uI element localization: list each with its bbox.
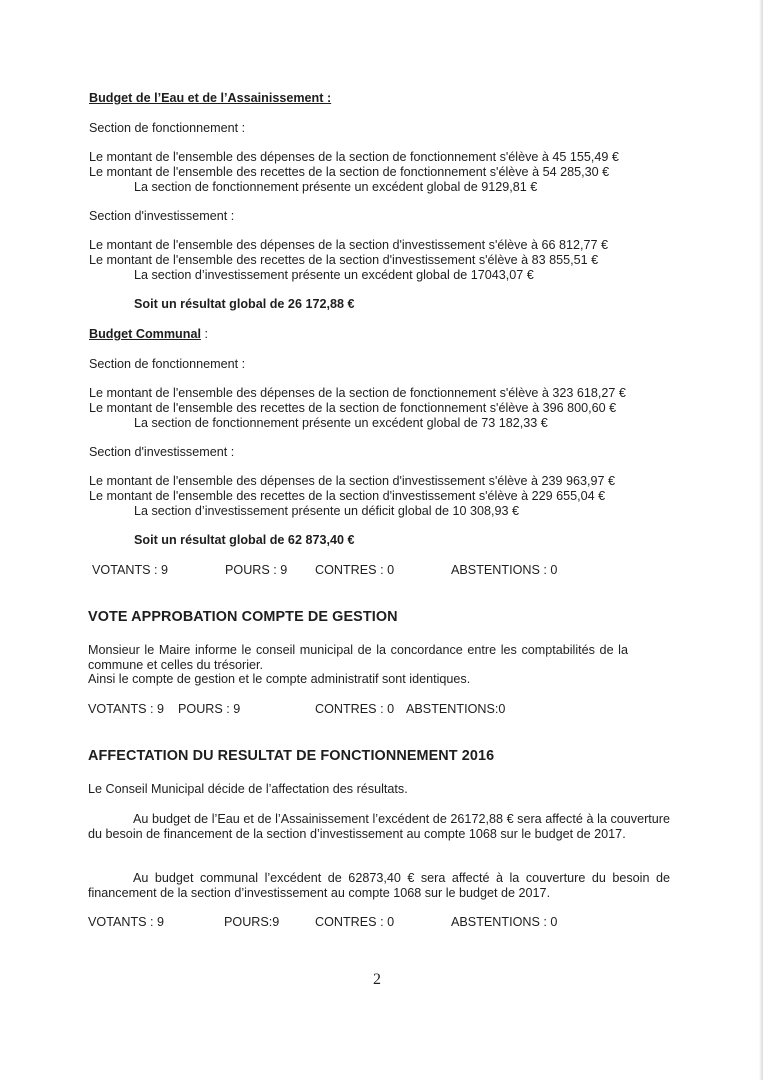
communal-fonct-recettes: Le montant de l'ensemble des recettes de la section de fonctionnement s'élève à 396 800,60 € [89, 401, 617, 415]
communal-invest-resultat: La section d’investissement présente un déficit global de 10 308,93 € [134, 504, 520, 518]
communal-invest-depenses: Le montant de l'ensemble des dépenses de la section d'investissement s'élève à 239 963,97 € [89, 474, 615, 488]
eau-invest-resultat: La section d’investissement présente un excédent global de 17043,07 € [134, 268, 534, 282]
communal-title-colon: : [200, 327, 208, 341]
eau-fonct-resultat: La section de fonctionnement présente un excédent global de 9129,81 € [134, 180, 538, 194]
affectation-intro: Le Conseil Municipal décide de l’affectation des résultats. [88, 782, 408, 796]
vote2-votants: VOTANTS : 9 [88, 702, 165, 716]
gestion-heading: VOTE APPROBATION COMPTE DE GESTION [88, 609, 398, 625]
communal-fonct-depenses: Le montant de l'ensemble des dépenses de la section de fonctionnement s'élève à 323 618,27 € [89, 386, 626, 400]
communal-fonct-resultat: La section de fonctionnement présente un excédent global de 73 182,33 € [134, 416, 548, 430]
communal-invest-label: Section d'investissement : [89, 445, 235, 459]
eau-invest-recettes: Le montant de l'ensemble des recettes de la section d'investissement s'élève à 83 855,51 € [89, 253, 599, 267]
page-number: 2 [373, 971, 381, 988]
eau-fonct-label: Section de fonctionnement : [89, 121, 246, 135]
eau-invest-depenses: Le montant de l'ensemble des dépenses de la section d'investissement s'élève à 66 812,77 € [89, 238, 608, 252]
gestion-text-1: Monsieur le Maire informe le conseil municipal de la concordance entre les comptabilités de la commune et celles du trésorier. [88, 643, 628, 672]
vote2-abstentions: ABSTENTIONS:0 [406, 702, 506, 716]
affectation-paragraph-eau: Au budget de l’Eau et de l’Assainissement l’excédent de 26172,88 € sera affecté à la couverture du besoin de financement de la section d’investissement au compte 1068 sur le budget de 2017. [88, 812, 670, 841]
vote1-abstentions: ABSTENTIONS : 0 [451, 563, 558, 577]
affectation-heading: AFFECTATION DU RESULTAT DE FONCTIONNEMENT 2016 [88, 748, 495, 764]
vote1-votants: VOTANTS : 9 [92, 563, 169, 577]
vote3-pours: POURS:9 [224, 915, 280, 929]
communal-global-result: Soit un résultat global de 62 873,40 € [134, 533, 355, 547]
communal-fonct-label: Section de fonctionnement : [89, 357, 246, 371]
vote1-contres: CONTRES : 0 [315, 563, 395, 577]
vote3-abstentions: ABSTENTIONS : 0 [451, 915, 558, 929]
vote2-contres: CONTRES : 0 [315, 702, 395, 716]
vote2-pours: POURS : 9 [178, 702, 241, 716]
eau-budget-title: Budget de l’Eau et de l’Assainissement : [89, 91, 332, 105]
eau-global-result: Soit un résultat global de 26 172,88 € [134, 297, 355, 311]
vote3-votants: VOTANTS : 9 [88, 915, 165, 929]
communal-budget-title-line [89, 327, 208, 342]
eau-invest-label: Section d'investissement : [89, 209, 235, 223]
vote1-pours: POURS : 9 [225, 563, 288, 577]
communal-budget-title: Budget Communal [89, 327, 201, 341]
gestion-text-2: Ainsi le compte de gestion et le compte administratif sont identiques. [88, 672, 471, 686]
communal-invest-recettes: Le montant de l'ensemble des recettes de la section d'investissement s'élève à 229 655,04 € [89, 489, 606, 503]
eau-fonct-recettes: Le montant de l'ensemble des recettes de la section de fonctionnement s'élève à 54 285,30 € [89, 165, 610, 179]
affectation-paragraph-communal: Au budget communal l’excédent de 62873,40 € sera affecté à la couverture du besoin de financement de la section d’investissement au compte 1068 sur le budget de 2017. [88, 871, 670, 900]
scan-edge-shadow [759, 0, 763, 1080]
eau-fonct-depenses: Le montant de l'ensemble des dépenses de la section de fonctionnement s'élève à 45 155,49 € [89, 150, 619, 164]
vote3-contres: CONTRES : 0 [315, 915, 395, 929]
